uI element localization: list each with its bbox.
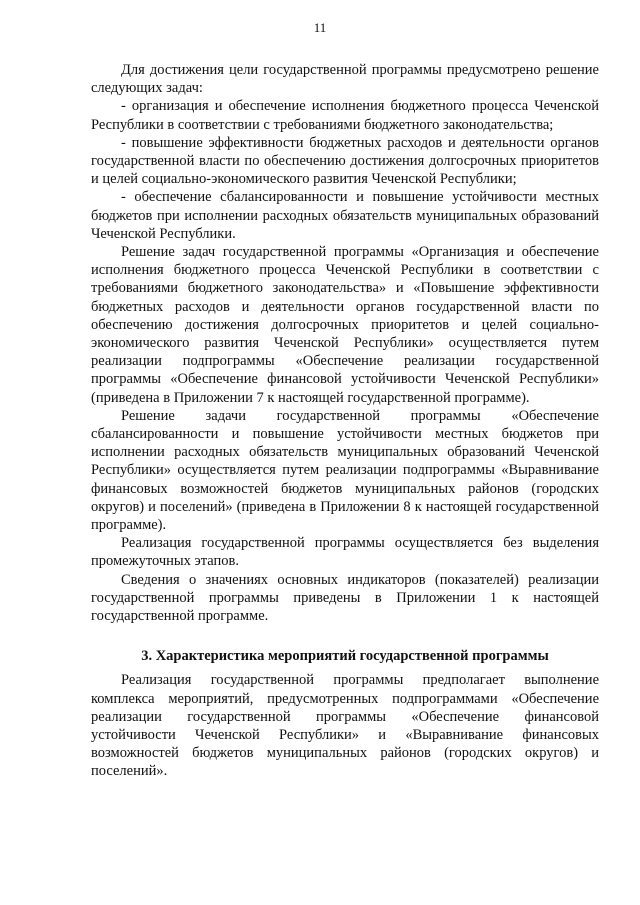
paragraphs-after xyxy=(91,671,599,780)
paragraph: Решение задачи государственной программы «Обеспечение сбалансированности и повышение устойчивости местных бюджетов при исполнении расходных обязательств муниципальных образований Чеченской Республики» осуществляется путем реализации подпрограммы «Выравнивание финансовых возможностей бюджетов муниципальных районов (городских округов) и поселений» (приведена в Приложении 8 к настоящей государственной программе). xyxy=(91,407,599,534)
list-item: - организация и обеспечение исполнения бюджетного процесса Чеченской Республики в соответствии с требованиями бюджетного законодательства; xyxy=(91,98,599,133)
document-body xyxy=(91,61,599,781)
paragraphs-before xyxy=(91,61,599,625)
paragraph: Для достижения цели государственной программы предусмотрено решение следующих задач: xyxy=(91,62,599,97)
list-item: - обеспечение сбалансированности и повышение устойчивости местных бюджетов при исполнении расходных обязательств муниципальных образований Чеченской Республики. xyxy=(91,189,599,242)
page-number: 11 xyxy=(313,20,327,35)
paragraph: Реализация государственной программы осуществляется без выделения промежуточных этапов. xyxy=(91,535,599,570)
paragraph: Решение задач государственной программы «Организация и обеспечение исполнения бюджетного процесса Чеченской Республики в соответствии с требованиями бюджетного законодательства» и «Повышение эффективности бюджетных расходов и деятельности органов государственной власти по обеспечению достижения долгосрочных приоритетов и целей социально-экономического развития Чеченской Республики» осуществляется путем реализации подпрограммы «Обеспечение реализации государственной программы «Обеспечение финансовой устойчивости Чеченской Республики» (приведена в Приложении 7 к настоящей государственной программе). xyxy=(91,244,599,406)
paragraph: Сведения о значениях основных индикаторов (показателей) реализации государственной программы приведены в Приложении 1 к настоящей государственной программе. xyxy=(91,571,599,625)
list-item: - повышение эффективности бюджетных расходов и деятельности органов государственной власти по обеспечению достижения долгосрочных приоритетов и целей социально-экономического развития Чеченской Республики; xyxy=(91,134,599,188)
paragraph: Реализация государственной программы предполагает выполнение комплекса мероприятий, предусмотренных подпрограммами «Обеспечение реализации государственной программы «Обеспечение финансовой устойчивости Чеченской Республики» и «Выравнивание финансовых возможностей бюджетов муниципальных районов (городских округов) и поселений». xyxy=(91,672,599,780)
section-heading: 3. Характеристика мероприятий государственной программы xyxy=(141,648,549,665)
